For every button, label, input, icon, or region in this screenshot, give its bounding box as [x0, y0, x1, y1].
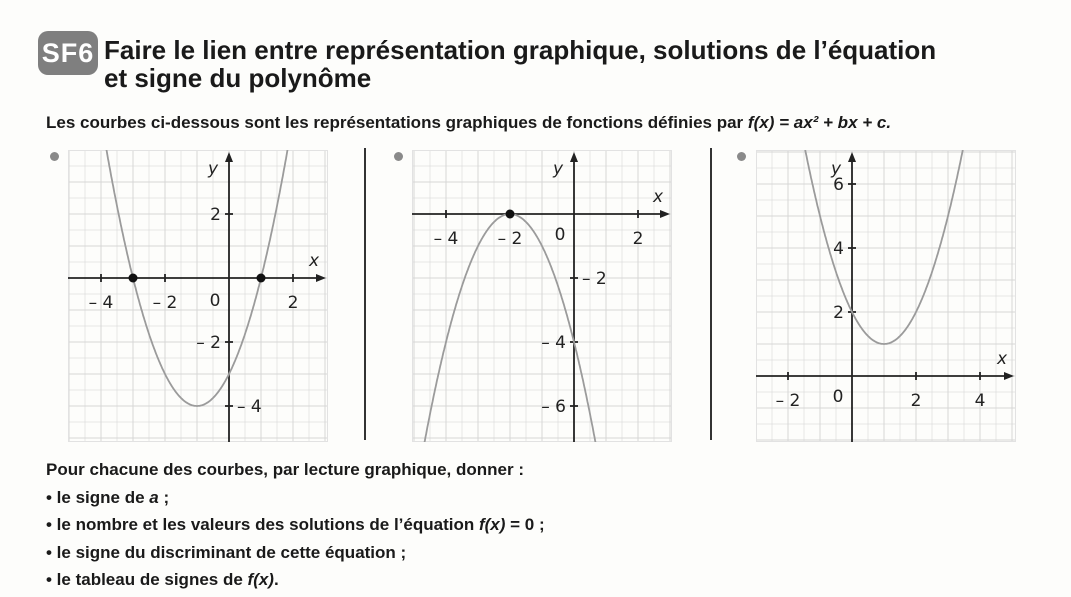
- graph-3-x-tick-label: 4: [974, 391, 986, 411]
- graph-2-y-tick-label: – 4: [541, 333, 566, 353]
- graph-3-y-tick-label: 4: [833, 239, 844, 259]
- exercise-title: [104, 36, 936, 92]
- graph-3-x-tick-label: 2: [910, 391, 922, 411]
- question-item-discriminant: • le signe du discriminant de cette équation ;: [46, 542, 407, 562]
- graph-1: [68, 150, 328, 442]
- graph-3-origin-label: 0: [832, 387, 844, 407]
- graph-3-y-label: y: [830, 159, 842, 179]
- separator-2: [710, 148, 712, 440]
- graph-2-x-tick-label: – 4: [433, 229, 459, 249]
- graph-1-x-label: x: [308, 251, 320, 271]
- graph-1-x-tick-label: – 4: [88, 293, 114, 313]
- graph-1-y-tick-label: 2: [210, 205, 221, 225]
- graph-3-y-tick-label: 2: [833, 303, 844, 323]
- graph-3-x-tick-label: – 2: [775, 391, 801, 411]
- graph-3-y-tick-label: 6: [833, 175, 844, 195]
- graph-3-marker: [737, 152, 746, 161]
- questions-block: [46, 456, 545, 594]
- graph-1-y-tick-label: – 4: [237, 397, 262, 417]
- question-item-solutions: • le nombre et les valeurs des solutions de l’équation f(x) = 0 ;: [46, 515, 545, 534]
- graph-2: [412, 150, 672, 442]
- graph-1-x-tick-label: – 2: [152, 293, 178, 313]
- graph-1-y-tick-label: – 2: [196, 333, 221, 353]
- graph-2-x-tick-label: 2: [632, 229, 644, 249]
- graph-1-root-point: [257, 274, 266, 283]
- question-item-sign-a: • le signe de a ;: [46, 487, 170, 507]
- graph-3-x-label: x: [996, 349, 1008, 369]
- question-item-sign-table: • le tableau de signes de f(x).: [46, 570, 279, 589]
- intro-text: [46, 113, 891, 133]
- exercise-badge: SF6: [38, 31, 98, 75]
- graph-1-x-tick-label: 2: [287, 293, 299, 313]
- questions-heading: Pour chacune des courbes, par lecture graphique, donner :: [46, 460, 524, 479]
- intro-sentence: Les courbes ci-dessous sont les représentations graphiques de fonctions définies par: [46, 113, 744, 132]
- graph-2-y-label: y: [552, 159, 564, 179]
- title-line-2: et signe du polynôme: [104, 63, 372, 93]
- graph-2-origin-label: 0: [554, 225, 566, 245]
- graph-2-x-label: x: [652, 187, 664, 207]
- graph-2-root-point: [506, 210, 515, 219]
- graph-1-origin-label: 0: [209, 291, 221, 311]
- graph-1-marker: [50, 152, 59, 161]
- graph-2-x-tick-label: – 2: [497, 229, 523, 249]
- graph-1-y-label: y: [207, 159, 219, 179]
- title-line-1: Faire le lien entre représentation graphique, solutions de l’équation: [104, 35, 937, 65]
- separator-1: [364, 148, 366, 440]
- graph-2-y-tick-label: – 2: [582, 269, 607, 289]
- graph-1-root-point: [129, 274, 138, 283]
- graph-3: [756, 150, 1016, 442]
- graph-2-y-tick-label: – 6: [541, 397, 566, 417]
- intro-formula: f(x) = ax² + bx + c.: [747, 113, 892, 132]
- graph-2-marker: [394, 152, 403, 161]
